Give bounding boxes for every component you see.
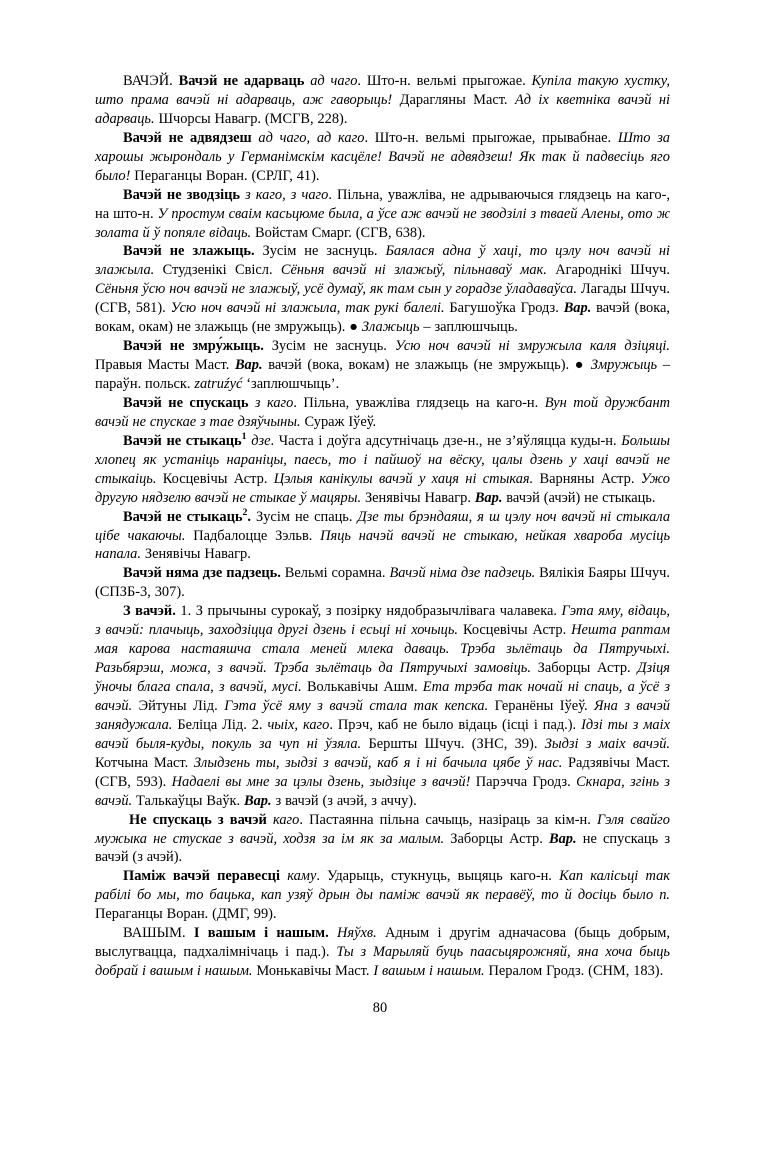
example-text: Сёньня ўсю ноч вачэй не злажыў, усё думаў, як там сын у горадзе ўладаваўса.	[95, 281, 577, 298]
example-text: Большы хлопец як устаніць нараніцы, паесь, то і пайшоў на вёску, цалы дзень у хаці вачэй не стыкаіць.	[95, 432, 670, 487]
definition-text: Котчына Маст.	[95, 754, 194, 771]
example-text: Сёньня вачэй ні злажыў, пільнаваў мак.	[280, 262, 547, 279]
example-text: Кап калісьці так рабілі бо мы, то бацька, кап узяў дрын ды паміж вачэй як перавёў, то й досіць было п.	[95, 868, 670, 904]
entry-vachej-ne-stykac-2	[95, 508, 670, 565]
phrase-term: Не спускаць з вачэй	[129, 811, 273, 828]
example-text: Зыдзі з маіх вачэй.	[544, 735, 671, 752]
example-text: Вачэй німа дзе падзець.	[389, 565, 536, 582]
definition-text: Пералом Гродз. (СНМ, 183).	[484, 963, 664, 980]
definition-text: Косцевічы Астр.	[458, 622, 572, 639]
example-text: з каго	[254, 394, 294, 411]
entry-ne-spuskac-z-vachej	[95, 811, 670, 868]
definition-text: Беліца Лід. 2.	[172, 716, 268, 733]
example-text: Ета трэба так ночай ні спаць, а ўсё з вачэй.	[95, 679, 670, 714]
phrase-term: Вачэй не змру́жыць.	[123, 338, 272, 355]
example-text: Ад іх кветніка вачэй ні адарваць.	[95, 91, 670, 127]
phrase-term: З вачэй.	[123, 603, 181, 620]
example-text: Ідзі ты з маіх вачэй быля-куды, покуль за чуп ні ўзяла.	[95, 716, 670, 752]
example-text: Купіла такую хустку, што прама вачэй ні адарваць, аж гаворыць!	[95, 73, 670, 108]
example-text: Ужо другую нядзелю вачэй не стыкае ў мацяры.	[95, 470, 670, 506]
phrase-term: Вачэй не стыкаць	[123, 432, 242, 449]
entry-headword: ВАЧЭЙ.	[123, 73, 179, 89]
footnote-marker: 2	[242, 506, 248, 518]
definition-text: . Ударыць, стукнуць, выцяць каго-н.	[316, 868, 560, 885]
definition-text: . Пільна, уважліва, не адрываючыся глядзець на каго-, на што-н.	[95, 186, 670, 222]
example-text: Гэля свайго мужыка не стускае з вачэй, ходзя за ім як за малым.	[95, 811, 670, 847]
definition-text: Монькавічы Маст.	[252, 963, 374, 980]
definition-text: Парэчча Гродз.	[470, 773, 577, 790]
example-text: Гэта яму, відаць, з вачэй: плачыць, заходзіцца другі дзень і есьці ні хочыць.	[95, 603, 671, 639]
entry-pamizh-vachej-peravesci	[95, 867, 670, 924]
definition-text: . Часта і доўга адсутнічаць дзе-н., не з’яўляцца куды-н.	[270, 432, 622, 449]
definition-text: Агароднікі Шчуч.	[546, 262, 670, 279]
definition-text: . Прэч, каб не было відаць (ісці і пад.).	[329, 716, 582, 733]
definition-text: Варняны Астр.	[533, 470, 641, 487]
example-text: ад чаго	[310, 73, 358, 89]
variant-label: Вар.	[474, 489, 503, 506]
entry-vachej-ne-advyadzesh	[95, 129, 670, 186]
phrase-term: Вачэй не спускаць	[123, 394, 255, 411]
phrase-term: Вачэй не адарваць	[178, 73, 311, 89]
example-text: каго	[272, 811, 300, 828]
definition-text: Вялікія Баяры Шчуч. (СПЗБ-3, 307).	[95, 565, 670, 601]
example-text: Усю ноч вачэй ні змружыла каля дзіцяці.	[394, 338, 670, 355]
variant-label: Вар.	[244, 792, 272, 809]
example-text: Злажыць	[361, 319, 420, 336]
example-text: Цэлыя канікулы вачэй у хаця ні стыкая.	[273, 470, 534, 487]
example-text: Пяць начэй вачэй не стыкаю, нейкая хвароба мусіць напала.	[95, 527, 670, 563]
definition-text: Косцевічы Астр.	[156, 470, 274, 487]
entry-vachej-ne-adarvac	[95, 72, 670, 129]
example-text: Нешта раптам мая карова настаяшча стала меней млека даваць. Трэба зьлётаць да Пятручыхі. Разьбярэш, можа, з вачэй. Трэба зьлётаць да Пятручыхі замовіць.	[95, 622, 671, 677]
entry-vashym	[95, 924, 670, 981]
definition-text: Вельмі сорамна.	[284, 565, 390, 582]
entry-vachej-ne-zmruzhyc	[95, 337, 670, 394]
example-text: Што за харошы жырондаль у Германімскім касцёле! Вачэй не адвядзеш! Як так й падвесіць яго было!	[95, 129, 670, 184]
definition-text: вачэй (вока, вокам, окам) не злажыць (не змружыць). ●	[95, 300, 670, 336]
definition-text: Войстам Смарг. (СГВ, 638).	[251, 224, 426, 241]
phrase-term: Вачэй не злажыць.	[123, 243, 263, 260]
entry-vachej-ne-zvodzic	[95, 186, 670, 243]
entry-vachej-ne-stykac-1	[95, 432, 670, 508]
entry-headword: ВАШЫМ.	[123, 925, 194, 942]
example-text: Надаелі вы мне за цэлы дзень, зыдзіце з вачэй!	[171, 773, 471, 790]
definition-text: Радзявічы Маст. (СГВ, 593).	[95, 754, 670, 790]
page-number: 80	[372, 1000, 388, 1016]
phrase-term: І вашым і нашым.	[193, 925, 337, 942]
definition-text: Сураж Іўеў.	[300, 413, 377, 430]
example-text: Змружыць	[590, 357, 658, 374]
definition-text: Шчорсы Навагр. (МСГВ, 228).	[154, 110, 348, 127]
phrase-term: Вачэй не адвядзеш	[123, 129, 259, 146]
example-text: Баялася адна ў хаці, то цэлу ноч вачэй ні злажыла.	[95, 243, 670, 279]
example-text: І вашым і нашым.	[373, 963, 485, 980]
definition-text: . Што-н. вельмі прыгожае, прывабнае.	[364, 129, 618, 146]
entry-vachej-nyama-dze-padzec	[95, 564, 670, 602]
definition-text: Правыя Масты Маст.	[95, 357, 235, 374]
phrase-term: Паміж вачэй перавесці	[123, 868, 288, 885]
example-text: Гэта ўсё яму з вачэй стала так кепска.	[224, 697, 489, 714]
example-text: Няўхв.	[336, 925, 377, 942]
definition-text: Багушоўка Гродз.	[444, 300, 564, 317]
definition-text: Эйтуны Лід.	[132, 697, 225, 714]
example-text: zatruźyć	[194, 376, 243, 392]
definition-text: Падбалоцце Зэльв.	[185, 527, 321, 544]
example-text: Ты з Марыляй буць паасьцярожняй, яна хоча быць добрай і вашым і нашым.	[95, 944, 670, 980]
definition-text: Зенявічы Навагр.	[140, 546, 251, 563]
example-text: Усю ноч вачэй ні злажыла, так рукі балелі.	[170, 300, 445, 317]
example-text: дзе	[246, 432, 271, 449]
definition-text: Заборцы Астр.	[530, 660, 638, 677]
definition-text: Лагады Шчуч. (СГВ, 581).	[95, 281, 671, 317]
variant-label: Вар.	[234, 357, 263, 374]
definition-text: Геранёны Іўеў.	[488, 697, 595, 714]
entry-vachej-ne-zlazhyc	[95, 242, 670, 337]
definition-text: Зусім не спаць.	[256, 508, 358, 525]
definition-text: вачэй (вока, вокам) не злажыць (не змружыць). ●	[262, 357, 591, 374]
example-text: ад чаго, ад каго	[258, 129, 365, 146]
definition-text: 1. З прычыны сурокаў, з позірку нядобразычлівага чалавека.	[180, 603, 562, 620]
example-text: чыіх, каго	[267, 716, 330, 733]
definition-text: Бершты Шчуч. (ЗНС, 39).	[361, 735, 545, 752]
example-text: Яна з вачэй занядужала.	[95, 697, 670, 733]
phrase-term: .	[247, 508, 257, 525]
definition-text: Зусім не заснуць.	[271, 338, 395, 355]
example-text: Дзе ты брэндаяш, я ш цэлу ноч вачэй ні стыкала цібе чакаючы.	[95, 508, 671, 544]
definition-text: з вачэй (з ачэй, з аччу).	[271, 792, 417, 809]
example-text: У простум сваім касьцюме была, а ўсе аж вачэй не зводзілі з тваей Алены, ото ж золата й ў попяле відаць.	[95, 205, 670, 241]
example-text: Скнара, згінь з вачэй.	[95, 773, 670, 809]
definition-text: – параўн. польск.	[95, 357, 670, 392]
definition-text: ‘заплюшчыць’.	[242, 376, 340, 392]
definition-text: Зусім не заснуць.	[262, 243, 386, 260]
definition-text: . Што-н. вельмі прыгожае.	[357, 73, 532, 89]
phrase-term: Вачэй не зводзіць	[123, 186, 246, 203]
definition-text: Талькаўцы Ваўк.	[132, 792, 245, 809]
definition-text: – заплюшчыць.	[419, 319, 518, 336]
definition-text: . Пастаянна пільна сачыць, назіраць за кім-н.	[299, 811, 597, 828]
definition-text: не спускаць з вачэй (з ачэй).	[95, 830, 670, 866]
example-text: каму	[287, 868, 317, 885]
entry-vachej-ne-spuskac	[95, 394, 670, 432]
definition-text: Волькавічы Ашм.	[301, 679, 423, 695]
page-text-column	[95, 72, 670, 981]
definition-text: вачэй (ачэй) не стыкаць.	[502, 489, 656, 506]
entry-z-vachej	[95, 602, 670, 810]
definition-text: Дарагляны Маст.	[392, 91, 515, 108]
example-text: з каго, з чаго	[245, 186, 329, 203]
variant-label: Вар.	[549, 830, 577, 847]
definition-text: Пераганцы Воран. (ДМГ, 99).	[95, 906, 277, 923]
phrase-term: Вачэй не стыкаць	[123, 508, 243, 525]
definition-text: Пераганцы Воран. (СРЛГ, 41).	[130, 167, 320, 184]
example-text: Злыдзень ты, зыдзі з вачэй, каб я і ні бачыла цябе ў нас.	[193, 754, 563, 771]
example-text: Дзіця ўночы блага спала, з вачэй, мусі.	[95, 660, 670, 695]
definition-text: Зенявічы Навагр.	[361, 489, 475, 506]
definition-text: Адным і другім адначасова (быць добрым, выслугвацца, падхалімнічаць і пад.).	[95, 925, 670, 961]
variant-label: Вар.	[563, 300, 592, 317]
footnote-marker: 1	[241, 431, 247, 443]
definition-text: Студзенікі Свісл.	[154, 262, 281, 279]
definition-text: Заборцы Астр.	[444, 830, 550, 847]
definition-text: . Пільна, уважліва глядзець на каго-н.	[293, 394, 545, 411]
example-text: Вун той дружбант вачэй не спускае з тае дзяўчыны.	[95, 394, 670, 430]
phrase-term: Вачэй няма дзе падзець.	[123, 565, 285, 582]
